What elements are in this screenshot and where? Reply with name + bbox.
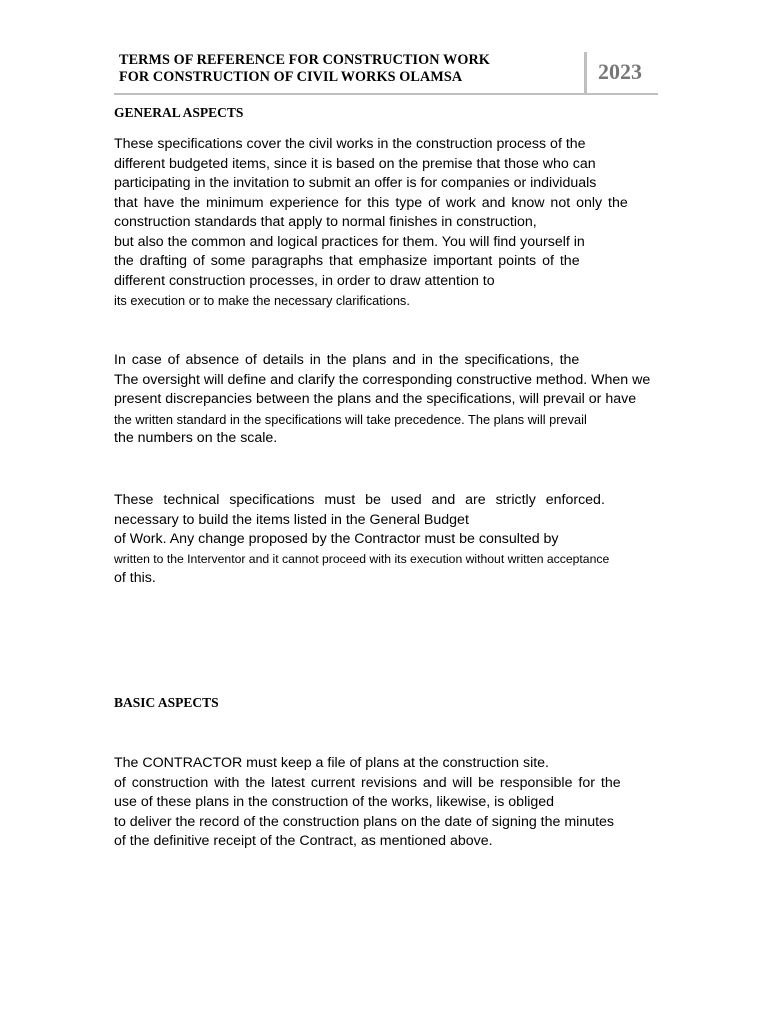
text-line: of this.: [114, 570, 156, 586]
general-paragraph-3: [114, 491, 609, 589]
text-line: to deliver the record of the construction plans on the date of signing the minutes: [114, 813, 615, 830]
text-line: different construction processes, in order to draw attention to: [114, 272, 495, 289]
header-divider: [584, 52, 587, 93]
text-line: The CONTRACTOR must keep a file of plans at the construction site.: [114, 755, 549, 771]
text-line: different budgeted items, since it is based on the premise that those who can: [114, 155, 596, 172]
section-heading-general: GENERAL ASPECTS: [114, 105, 244, 120]
text-line: In case of absence of details in the plans and in the specifications, the: [114, 352, 580, 368]
text-line: present discrepancies between the plans and the specifications, will prevail or have: [114, 391, 637, 407]
general-paragraph-2: [114, 351, 650, 449]
text-line: use of these plans in the construction of the works, likewise, is obliged: [114, 794, 555, 810]
text-line: written to the Interventor and it cannot proceed with its execution without written acceptance: [114, 551, 610, 566]
text-line: These specifications cover the civil works in the construction process of the: [114, 136, 586, 152]
text-line: that have the minimum experience for this type of work and know not only the: [114, 194, 628, 211]
text-line: The oversight will define and clarify the corresponding constructive method. When we: [114, 371, 651, 388]
text-line: the written standard in the specifications will take precedence. The plans will prevail: [114, 411, 587, 427]
text-line: of Work. Any change proposed by the Contractor must be consulted by: [114, 531, 559, 547]
document-title: [119, 52, 579, 86]
text-line: the numbers on the scale.: [114, 430, 278, 446]
text-line: construction standards that apply to normal finishes in construction,: [114, 214, 537, 230]
text-line: but also the common and logical practices for them. You will find yourself in: [114, 233, 585, 250]
basic-paragraph-1: [114, 754, 621, 852]
document-header: [114, 52, 658, 95]
text-line: the drafting of some paragraphs that emphasize important points of the: [114, 253, 580, 269]
text-line: of the definitive receipt of the Contract, as mentioned above.: [114, 833, 493, 849]
document-title-line-1: TERMS OF REFERENCE FOR CONSTRUCTION WORK: [119, 52, 490, 68]
section-heading-basic: BASIC ASPECTS: [114, 695, 219, 710]
document-title-line-2: FOR CONSTRUCTION OF CIVIL WORKS OLAMSA: [119, 69, 463, 85]
document-year: 2023: [598, 59, 642, 84]
text-line: participating in the invitation to submit an offer is for companies or individuals: [114, 175, 597, 191]
text-line: its execution or to make the necessary clarifications.: [114, 293, 410, 308]
text-line: of construction with the latest current revisions and will be responsible for the: [114, 774, 621, 791]
text-line: necessary to build the items listed in the General Budget: [114, 511, 469, 528]
text-line: These technical specifications must be used and are strictly enforced.: [114, 492, 605, 508]
general-paragraph-1: [114, 135, 628, 311]
